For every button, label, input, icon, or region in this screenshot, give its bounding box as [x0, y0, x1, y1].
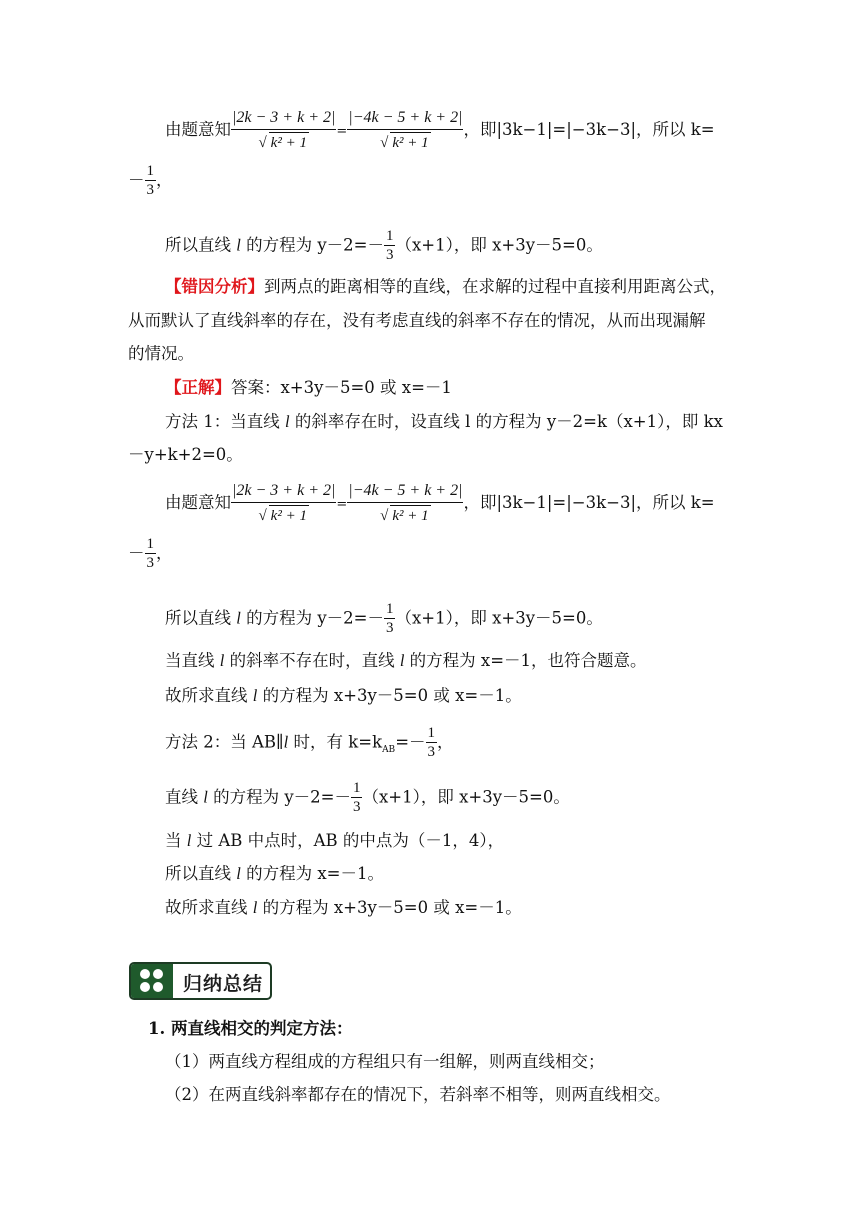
fraction-denominator: √ k² + 1: [347, 130, 463, 153]
fraction-one-third: $\frac{1}{3}$: [146, 163, 154, 198]
fraction-one-third: $\frac{1}{3}$: [385, 601, 394, 636]
clover-icon: [131, 964, 173, 998]
derivation-result-1: － $\frac{1}{3}$ ，: [128, 163, 173, 198]
summary-item-2: （2）在两直线斜率都存在的情况下，若斜率不相等，则两直线相交。: [165, 1085, 671, 1104]
method2-line: 方法 2：当 AB∥l 时，有 $k=k_{AB}=-$ $\frac{1}{3}$ ，: [165, 725, 454, 760]
answer-line: 【正解】答案：x+3y－5=0 或 x=－1: [165, 378, 452, 397]
error-analysis-tag: 【错因分析】: [165, 277, 264, 296]
derivation-intro: 由题意知: [165, 120, 231, 139]
derivation-line-1: 由题意知 $\frac{|2k - 3 + k + 2|}{\text{√ k² + 1}}$ = $\frac{|-4k - 5 + k + 2|}{\text{√ k² + 1}}$ ，即|3k−1|=|−3k−3|，所以 k=: [165, 109, 715, 151]
summary-heading: 1. 两直线相交的判定方法：: [148, 1019, 353, 1038]
conclusion-line-2: 故所求直线 l 的方程为 x+3y－5=0 或 x=－1。: [165, 898, 522, 917]
method1-line-1: 方法 1：当直线 l 的斜率存在时，设直线 l 的方程为 y－2=k（x+1），即 kx: [165, 412, 723, 431]
midpoint-line: 当 l 过 AB 中点时，AB 的中点为（－1，4），: [165, 831, 505, 850]
fraction-numerator: |2k − 3 + k + 2|: [231, 108, 336, 130]
correct-solution-tag: 【正解】: [165, 378, 231, 397]
error-analysis-line-2: 从而默认了直线斜率的存在，没有考虑直线的斜率不存在的情况，从而出现漏解: [128, 311, 706, 330]
summary-item-1: （1）两直线方程组成的方程组只有一组解，则两直线相交；: [165, 1052, 605, 1071]
method1-line-2: －y+k+2=0。: [128, 445, 243, 464]
error-analysis-line-1: 【错因分析】到两点的距离相等的直线，在求解的过程中直接利用距离公式，: [165, 277, 726, 296]
derivation-line-2: 由题意知 $\frac{|2k - 3 + k + 2|}{\text{√ k² + 1}}$ = $\frac{|-4k - 5 + k + 2|}{\text{√ k² + 1}}$ ，即|3k−1|=|−3k−3|，所以 k=: [165, 482, 715, 524]
line-equation-4: 所以直线 l 的方程为 x=－1。: [165, 864, 384, 883]
fraction-one-third: $\frac{1}{3}$: [427, 725, 436, 760]
line-equation-1: 所以直线 l 的方程为 y－2=－ $\frac{1}{3}$ （x+1），即 x+3y－5=0。: [165, 228, 603, 263]
derivation-tail: ，即|3k−1|=|−3k−3|，所以 k=: [463, 120, 715, 139]
fraction-denominator: √ k² + 1: [231, 130, 336, 153]
conclusion-line-1: 故所求直线 l 的方程为 x+3y－5=0 或 x=－1。: [165, 686, 522, 705]
fraction-one-third: $\frac{1}{3}$: [352, 780, 361, 815]
distance-fraction-left: [231, 108, 336, 153]
fraction-numerator: |−4k − 5 + k + 2|: [347, 108, 463, 130]
error-analysis-line-3: 的情况。: [128, 344, 194, 363]
line-equation-2: 所以直线 l 的方程为 y－2=－ $\frac{1}{3}$ （x+1），即 x+3y－5=0。: [165, 601, 603, 636]
distance-fraction-right: [347, 108, 463, 153]
summary-badge: [129, 962, 272, 1000]
distance-fraction-left: $\frac{|2k - 3 + k + 2|}{\text{√ k² + 1}}$: [232, 482, 336, 524]
distance-fraction-right: $\frac{|-4k - 5 + k + 2|}{\text{√ k² + 1}}$: [348, 482, 463, 524]
derivation-result-2: － $\frac{1}{3}$ ，: [128, 536, 173, 571]
fraction-one-third: $\frac{1}{3}$: [385, 228, 394, 263]
line-equation-3: 直线 l 的方程为 y－2=－ $\frac{1}{3}$ （x+1），即 x+3y－5=0。: [165, 780, 570, 815]
slope-undefined-line: 当直线 l 的斜率不存在时，直线 l 的方程为 x=－1，也符合题意。: [165, 651, 647, 670]
summary-badge-label: 归纳总结: [183, 973, 264, 995]
fraction-one-third: $\frac{1}{3}$: [146, 536, 154, 571]
